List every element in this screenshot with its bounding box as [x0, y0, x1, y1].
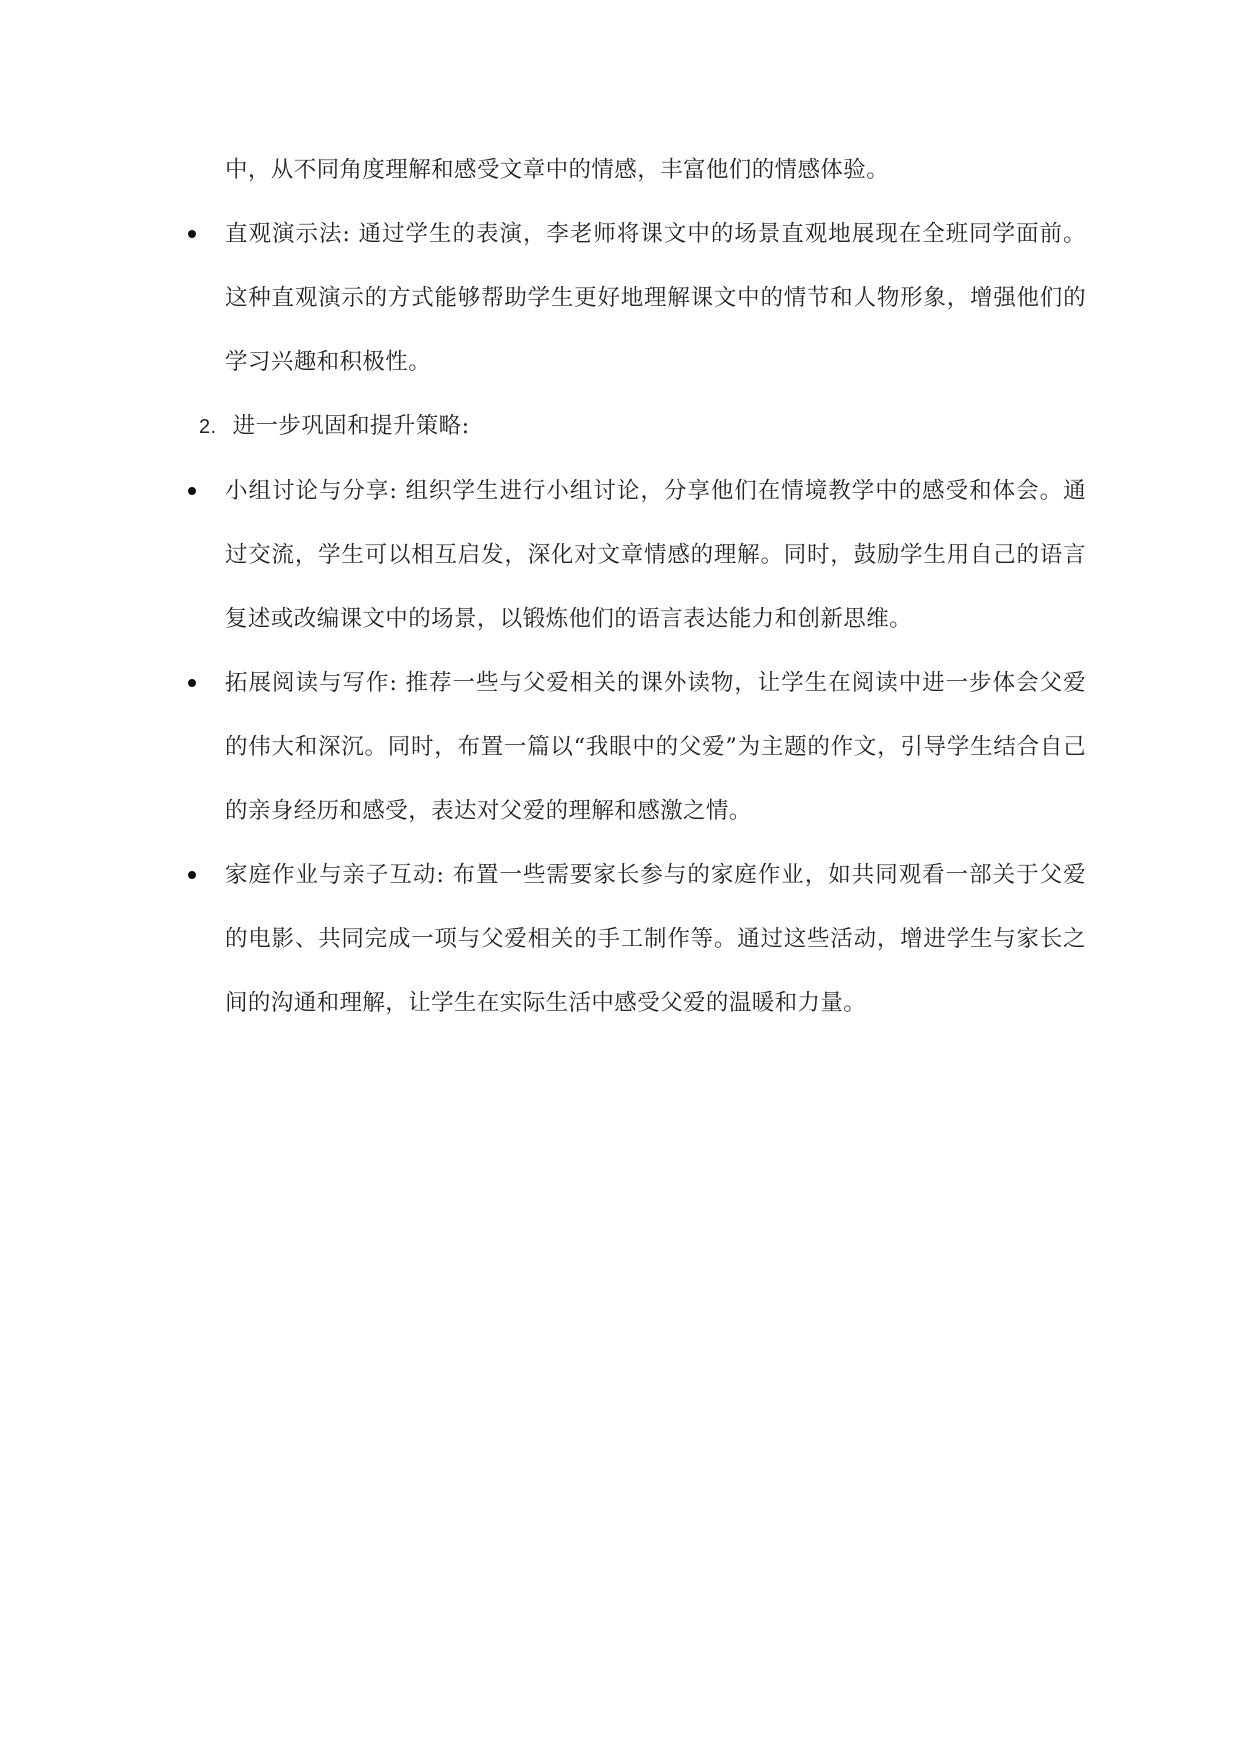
- bullet-text: 拓展阅读与写作: 推荐一些与父爱相关的课外读物，让学生在阅读中进一步体会父爱的伟大和深沉。同时，布置一篇以“我眼中的父爱”为主题的作文，引导学生结合自己的亲身经历和感受，表达对父爱的理解和感激之情。: [225, 670, 1086, 824]
- continuation-paragraph: 中，从不同角度理解和感受文章中的情感，丰富他们的情感体验。: [225, 157, 890, 183]
- bullet-text: 家庭作业与亲子互动: 布置一些需要家长参与的家庭作业，如共同观看一部关于父爱的电影、共同完成一项与父爱相关的手工制作等。通过这些活动，增进学生与家长之间的沟通和理解，让学生在实际生活中感受父爱的温暖和力量。: [225, 862, 1086, 1016]
- numbered-heading: [186, 394, 1086, 459]
- list-number: 2.: [199, 416, 217, 438]
- bullet-icon: [188, 871, 196, 879]
- bullet-item-intuitive-demo: [186, 202, 1086, 394]
- bullet-item-homework-interaction: [186, 843, 1086, 1035]
- document-body: [186, 138, 1086, 1035]
- bullet-text: 小组讨论与分享: 组织学生进行小组讨论，分享他们在情境教学中的感受和体会。通过交流，学生可以相互启发，深化对文章情感的理解。同时，鼓励学生用自己的语言复述或改编课文中的场景，以锻炼他们的语言表达能力和创新思维。: [225, 478, 1086, 632]
- bullet-icon: [188, 679, 196, 687]
- bullet-icon: [188, 487, 196, 495]
- bullet-text: 直观演示法: 通过学生的表演，李老师将课文中的场景直观地展现在全班同学面前。这种直观演示的方式能够帮助学生更好地理解课文中的情节和人物形象，增强他们的学习兴趣和积极性。: [225, 221, 1086, 375]
- bullet-item-group-discussion: [186, 459, 1086, 651]
- numbered-heading-text: 进一步巩固和提升策略:: [232, 413, 470, 439]
- bullet-item-extended-reading: [186, 651, 1086, 843]
- bullet-icon: [188, 230, 196, 238]
